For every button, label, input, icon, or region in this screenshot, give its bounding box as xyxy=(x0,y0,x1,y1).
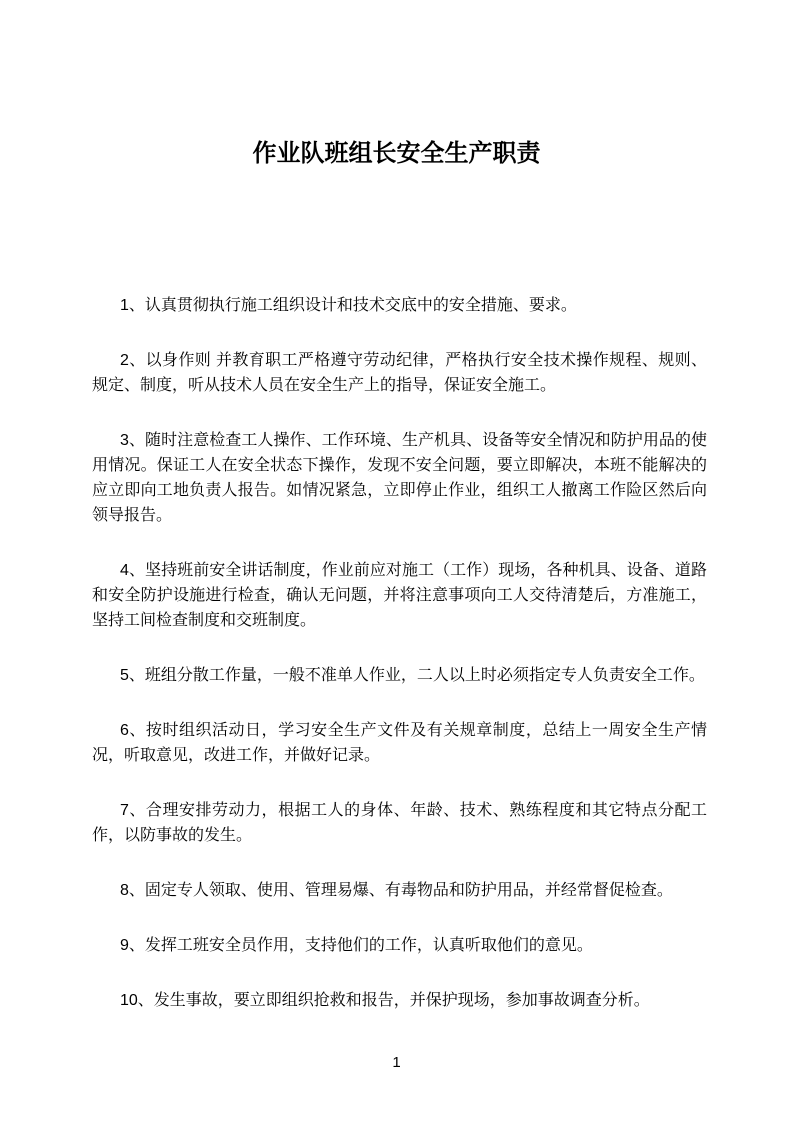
document-body xyxy=(92,293,707,1013)
page-number: 1 xyxy=(392,1054,401,1071)
list-item-7: 7、合理安排劳动力，根据工人的身体、年龄、技术、熟练程度和其它特点分配工作，以防事故的发生。 xyxy=(92,802,707,844)
list-item-3: 3、随时注意检查工人操作、工作环境、生产机具、设备等安全情况和防护用品的使用情况。保证工人在安全状态下操作，发现不安全问题，要立即解决，本班不能解决的应立即向工地负责人报告。如情况紧急，立即停止作业，组织工人撤离工作险区然后向领导报告。 xyxy=(92,432,707,524)
list-item-8: 8、固定专人领取、使用、管理易爆、有毒物品和防护用品，并经常督促检查。 xyxy=(120,882,673,899)
list-item-10: 10、发生事故，要立即组织抢救和报告，并保护现场，参加事故调查分析。 xyxy=(120,992,650,1009)
list-item-5: 5、班组分散工作量，一般不准单人作业，二人以上时必须指定专人负责安全工作。 xyxy=(120,667,705,684)
list-item-6: 6、按时组织活动日，学习安全生产文件及有关规章制度，总结上一周安全生产情况，听取意见，改进工作，并做好记录。 xyxy=(92,722,707,764)
list-item-9: 9、发挥工班安全员作用，支持他们的工作，认真听取他们的意见。 xyxy=(120,937,593,954)
list-item-4: 4、坚持班前安全讲话制度，作业前应对施工（工作）现场，各种机具、设备、道路和安全防护设施进行检查，确认无问题，并将注意事项向工人交待清楚后，方准施工，坚持工间检查制度和交班制度。 xyxy=(92,562,707,629)
document-title: 作业队班组长安全生产职责 xyxy=(252,140,541,167)
list-item-1: 1、认真贯彻执行施工组织设计和技术交底中的安全措施、要求。 xyxy=(120,297,577,314)
list-item-2: 2、以身作则 并教育职工严格遵守劳动纪律，严格执行安全技术操作规程、规则、规定、制度，听从技术人员在安全生产上的指导，保证安全施工。 xyxy=(92,352,707,394)
